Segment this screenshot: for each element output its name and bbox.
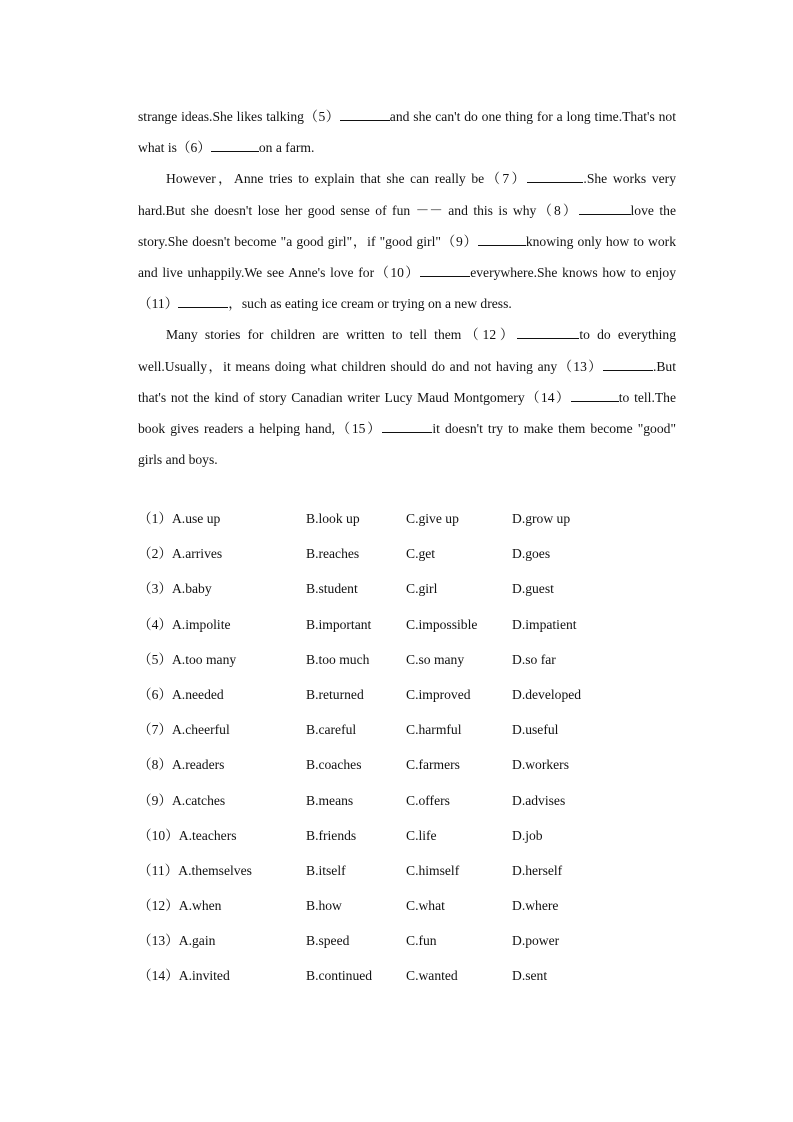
option-c: C.life [406, 827, 437, 843]
option-c: C.improved [406, 686, 471, 702]
answer-blank-9 [478, 231, 526, 246]
answer-blank-15 [382, 418, 432, 433]
answer-blank-12 [517, 324, 579, 339]
question-row [138, 683, 678, 718]
question-row [138, 859, 678, 894]
question-row [138, 648, 678, 683]
option-c: C.what [406, 898, 445, 914]
option-c: C.harmful [406, 722, 462, 738]
passage-text: ，such as eating ice cream or trying on a new dress. [228, 296, 512, 312]
passage-paragraph-2 [138, 163, 676, 319]
option-c: C.get [406, 546, 436, 562]
answer-blank-8 [579, 200, 631, 215]
question-row [138, 507, 678, 542]
option-c: C.farmers [406, 757, 460, 773]
question-row [138, 613, 678, 648]
option-b: B.look up [306, 511, 360, 526]
option-b: B.continued [306, 968, 373, 984]
option-d: D.goes [512, 546, 551, 562]
option-a: （6）A.needed [138, 686, 224, 702]
answer-blank-6 [211, 137, 259, 152]
option-c: C.so many [406, 651, 465, 667]
passage-text: love the story.She doesn't become "a good girl"，if "good girl"（9） [138, 202, 676, 249]
option-b: B.speed [306, 933, 350, 949]
passage-text: However，Anne tries to explain that she can really be（7） [166, 171, 528, 187]
option-b: B.careful [306, 722, 357, 738]
option-c: C.fun [406, 933, 437, 949]
option-b: B.friends [306, 827, 357, 843]
question-row [138, 824, 678, 859]
option-b: B.itself [306, 862, 346, 878]
question-row [138, 789, 678, 824]
option-a: （5）A.too many [138, 651, 237, 667]
option-a: （13）A.gain [138, 933, 216, 949]
option-d: D.power [512, 933, 560, 949]
question-row [138, 718, 678, 753]
option-c: C.wanted [406, 968, 458, 984]
answer-blank-14 [571, 387, 619, 402]
passage-text: everywhere.She knows how to enjoy（11） [138, 265, 676, 312]
answer-blank-10 [420, 262, 470, 277]
passage-text: on a farm. [258, 140, 315, 156]
option-b: B.coaches [306, 757, 362, 773]
question-row [138, 964, 678, 999]
option-d: D.guest [512, 581, 554, 597]
passage-text: to tell.The book gives readers a helping hand,（15） [138, 389, 676, 437]
option-d: D.workers [512, 757, 570, 773]
option-a: （9）A.catches [138, 792, 226, 808]
passage-paragraph-3 [138, 319, 676, 475]
option-d: D.sent [512, 968, 548, 984]
answer-blank-5 [340, 106, 390, 121]
passage-text: and she can't do one thing for a long time.That's not what is（6） [138, 109, 676, 156]
answer-options [138, 507, 678, 1000]
option-d: D.job [512, 827, 543, 843]
option-c: C.give up [406, 511, 459, 526]
answer-blank-11 [178, 293, 228, 308]
question-row [138, 542, 678, 577]
question-row [138, 894, 678, 929]
passage-text: knowing only how to work and live unhappily.We see Anne's love for（10） [138, 233, 676, 281]
option-b: B.important [306, 616, 372, 632]
passage-paragraph-1 [138, 101, 676, 163]
option-d: D.advises [512, 792, 566, 808]
reading-passage [138, 101, 676, 475]
option-d: D.so far [512, 651, 556, 667]
passage-text: .But that's not the kind of story Canadian writer Lucy Maud Montgomery（14） [138, 358, 676, 405]
option-d: D.grow up [512, 511, 571, 526]
option-c: C.girl [406, 581, 438, 597]
answer-blank-7 [527, 168, 583, 183]
option-a: （4）A.impolite [138, 616, 231, 632]
option-a: （1）A.use up [138, 511, 221, 526]
option-b: B.how [306, 898, 342, 914]
option-b: B.too much [306, 651, 370, 667]
option-c: C.offers [406, 792, 450, 808]
option-d: D.useful [512, 722, 559, 738]
option-a: （3）A.baby [138, 581, 212, 597]
option-b: B.means [306, 792, 354, 808]
option-a: （7）A.cheerful [138, 722, 230, 738]
passage-text: .She works very hard.But she doesn't lose her good sense of fun －－ and this is why（8） [138, 171, 676, 218]
passage-text: to do everything well.Usually，it means doing what children should do and not having any（13） [138, 327, 676, 374]
option-d: D.where [512, 898, 559, 914]
question-row [138, 753, 678, 788]
option-a: （10）A.teachers [138, 827, 237, 843]
answer-blank-13 [603, 356, 653, 371]
option-d: D.developed [512, 686, 582, 702]
question-row [138, 577, 678, 612]
option-a: （2）A.arrives [138, 546, 223, 562]
option-a: （12）A.when [138, 898, 222, 914]
option-b: B.student [306, 581, 358, 597]
option-d: D.herself [512, 862, 563, 878]
option-c: C.impossible [406, 616, 478, 632]
option-a: （8）A.readers [138, 757, 225, 773]
option-a: （14）A.invited [138, 968, 230, 984]
question-row [138, 929, 678, 964]
passage-text: strange ideas.She likes talking（5） [138, 109, 340, 124]
passage-text: it doesn't try to make them become "good" girls and boys. [138, 421, 676, 468]
option-b: B.returned [306, 686, 364, 702]
option-b: B.reaches [306, 546, 360, 562]
option-a: （11）A.themselves [138, 862, 252, 878]
passage-text: Many stories for children are written to tell them（12） [166, 327, 518, 343]
option-c: C.himself [406, 862, 460, 878]
option-d: D.impatient [512, 616, 577, 632]
